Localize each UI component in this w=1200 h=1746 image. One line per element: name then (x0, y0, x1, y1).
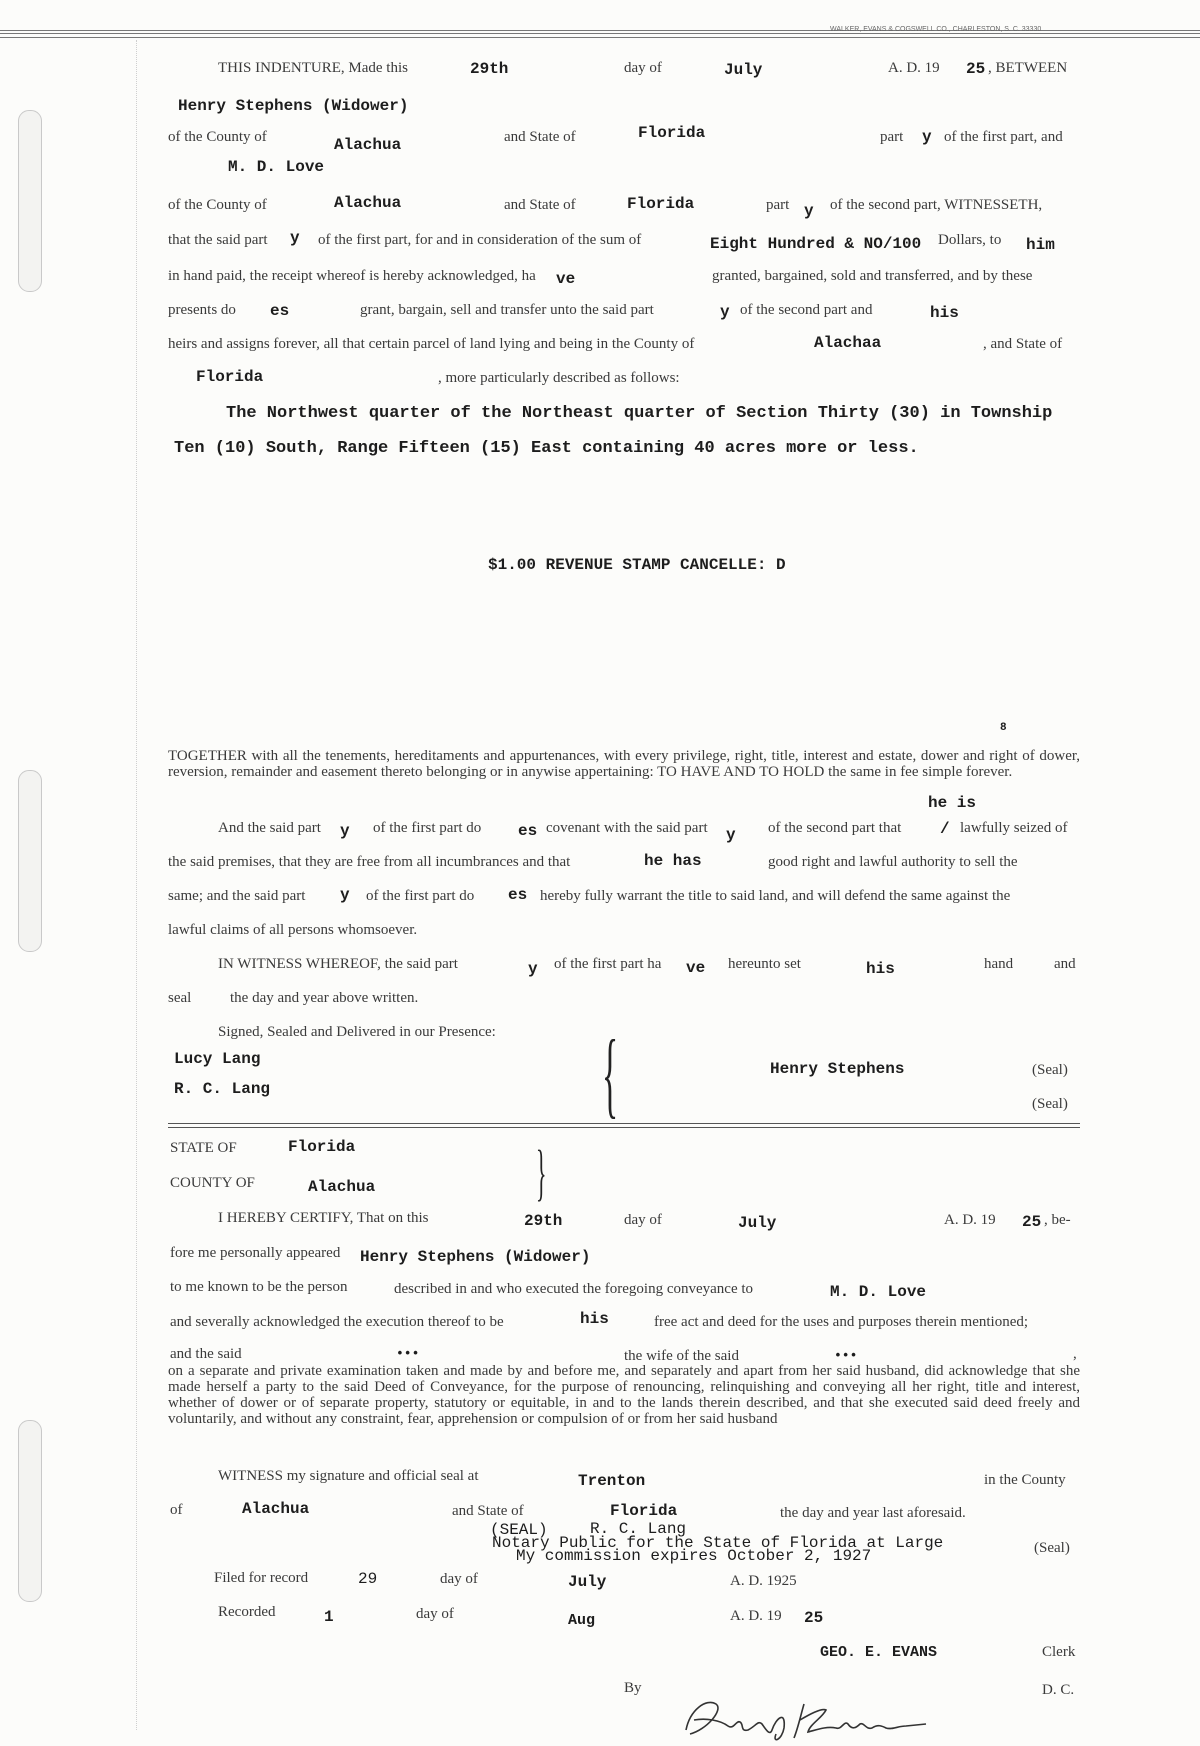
ve-suffix: ve (686, 959, 706, 977)
fore-me: fore me personally appeared (170, 1245, 341, 1261)
deputy-clerk-label: D. C. (1042, 1682, 1075, 1698)
notary-county: Alachua (242, 1500, 310, 1518)
signed-sealed: Signed, Sealed and Delivered in our Presence: (218, 1024, 496, 1040)
filed-ad: A. D. 1925 (730, 1573, 797, 1589)
top-rule-3 (0, 37, 1200, 38)
warrant-text: hereby fully warrant the title to said land, and will defend the same against the (540, 888, 1011, 904)
consideration-text: of the first part, for and in consideration of the sum of (318, 232, 642, 248)
hereunto-set: hereunto set (728, 956, 801, 972)
deputy-clerk-signature (676, 1690, 936, 1746)
clerk-name: GEO. E. EVANS (820, 1644, 938, 1661)
seal-label-2: (Seal) (1032, 1096, 1068, 1112)
section-rule-1 (168, 1123, 1080, 1124)
appeared-name: Henry Stephens (Widower) (360, 1248, 591, 1266)
first-part-do: of the first part do (373, 820, 482, 836)
part-suffix-5: y (340, 822, 350, 840)
part-suffix-1: y (922, 128, 932, 146)
ack-day-of: day of (624, 1212, 662, 1228)
land-county: Alachaa (814, 334, 882, 352)
revenue-stamp-note: $1.00 REVENUE STAMP CANCELLE: D (488, 556, 786, 574)
free-act: free act and deed for the uses and purposes therein mentioned; (654, 1314, 1029, 1330)
legal-description-line-2: Ten (10) South, Range Fifteen (15) East containing 40 acres more or less. (174, 439, 919, 458)
intro-text: THIS INDENTURE, Made this (218, 60, 408, 76)
wife-of: the wife of the said (624, 1348, 739, 1364)
between-label: , BETWEEN (988, 60, 1068, 76)
first-part-do-2: of the first part do (366, 888, 475, 904)
second-part-witnesseth: of the second part, WITNESSETH, (830, 197, 1043, 213)
heirs-text: heirs and assigns forever, all that certain parcel of land lying and being in the County of (168, 336, 695, 352)
of-label: of (170, 1502, 183, 1518)
seal-word: seal (168, 990, 192, 1006)
ack-grantee: M. D. Love (830, 1283, 927, 1301)
notary-name: R. C. Lang (590, 1520, 687, 1538)
county-of-label: COUNTY OF (170, 1175, 255, 1191)
and-label: and (1054, 956, 1076, 972)
ack-ad: A. D. 19 (944, 1212, 996, 1228)
recorded-ad: A. D. 19 (730, 1608, 782, 1624)
land-state: Florida (196, 368, 264, 386)
and-said-part: And the said part (218, 820, 321, 836)
lawful-claims: lawful claims of all persons whomsoever. (168, 922, 418, 938)
covenant-text: covenant with the said part (546, 820, 708, 836)
party2-state: Florida (627, 195, 695, 213)
party2-county: Alachua (334, 194, 402, 212)
witness-1: Lucy Lang (174, 1050, 261, 1068)
county-of-label-2: of the County of (168, 197, 267, 213)
together-paragraph: TOGETHER with all the tenements, hereditaments and appurtenances, with every privilege, right, title, interest and estate, dower and right of dower, reversion, remainder and easement thereto belonging or in anywise appertaining: TO HAVE AND TO HOLD the same in fee simple forever. (168, 748, 1080, 780)
he-is: he is (928, 794, 977, 812)
ack-county: Alachua (308, 1178, 376, 1196)
slash-mark: / (940, 820, 950, 838)
witness-2: R. C. Lang (174, 1080, 271, 1098)
notary-seal-mark: (SEAL) (490, 1521, 548, 1539)
ack-day: 29th (524, 1212, 563, 1230)
described-in: described in and who executed the foregoing conveyance to (394, 1281, 754, 1297)
stray-mark: 8 (1000, 722, 1007, 734)
party1-county: Alachua (334, 136, 402, 154)
heirs-his: his (930, 304, 959, 322)
ack-month: July (738, 1214, 777, 1232)
part-suffix-2: y (804, 202, 814, 220)
notary-commission: My commission expires October 2, 1927 (516, 1547, 872, 1565)
recorded-day-of: day of (416, 1606, 454, 1622)
payee: him (1026, 236, 1055, 254)
part-suffix-4: y (720, 303, 730, 321)
part-suffix-6: y (726, 826, 736, 844)
second-part-and: of the second part and (740, 302, 873, 318)
first-part-and: of the first part, and (944, 129, 1063, 145)
he-has: he has (644, 852, 702, 870)
indenture-day: 29th (470, 60, 509, 78)
witness-his: his (866, 960, 895, 978)
first-part-ha: of the first part ha (554, 956, 662, 972)
part-label-2: part (766, 197, 790, 213)
filed-month: July (568, 1573, 607, 1591)
notary-seal-label: (Seal) (1034, 1540, 1070, 1556)
party1-name: Henry Stephens (Widower) (178, 97, 409, 115)
good-right: good right and lawful authority to sell the (768, 854, 1018, 870)
ha-suffix: ve (556, 270, 576, 288)
and-the-said: and the said (170, 1346, 242, 1362)
section-rule-2 (168, 1127, 1080, 1128)
county-of-label-1: of the County of (168, 129, 267, 145)
consideration-sum: Eight Hundred & NO/100 (710, 235, 922, 253)
recorded-day: 1 (324, 1608, 334, 1626)
described-text: , more particularly described as follows: (438, 370, 680, 386)
party2-name: M. D. Love (228, 158, 325, 176)
legal-description-line-1: The Northwest quarter of the Northeast quarter of Section Thirty (30) in Township (226, 404, 1053, 423)
dots-comma: , (1073, 1346, 1077, 1362)
severally-text: and severally acknowledged the execution thereof to be (170, 1314, 504, 1330)
certify-text: I HEREBY CERTIFY, That on this (218, 1210, 429, 1226)
that-said-part: that the said part (168, 232, 268, 248)
state-of-label-1: and State of (504, 129, 576, 145)
binder-hole-top (18, 110, 42, 292)
day-year-written: the day and year above written. (230, 990, 419, 1006)
party1-state: Florida (638, 124, 706, 142)
wife-paragraph: on a separate and private examination taken and made by and before me, and separately and apart from her said husband, did acknowledge that she made herself a party to the said Deed of Conveyance, for the purpose of renouncing, relinquishing and conveying all her right, title and interest, whether of dower or of separate property, statutory or equitable, in and to the lands therein described, and that she executed said deed freely and voluntarily, and without any constraint, fear, apprehension or compulsion of or from her said husband (168, 1363, 1080, 1427)
by-label: By (624, 1680, 642, 1696)
presents-do: presents do (168, 302, 236, 318)
part-suffix-3: y (290, 229, 300, 247)
day-year-last: the day and year last aforesaid. (780, 1505, 966, 1521)
in-hand-paid: in hand paid, the receipt whereof is hereby acknowledged, ha (168, 268, 536, 284)
part-suffix-8: y (528, 960, 538, 978)
known-to: to me known to be the person (170, 1279, 348, 1295)
notary-title: Notary Public for the State of Florida at Large (492, 1534, 944, 1552)
es-suffix-2: es (508, 886, 528, 904)
notary-state-label: and State of (452, 1503, 524, 1519)
part-label-1: part (880, 129, 904, 145)
dollars-to: Dollars, to (938, 232, 1002, 248)
grant-text: grant, bargain, sell and transfer unto the said part (360, 302, 654, 318)
printer-line: WALKER, EVANS & COGSWELL CO., CHARLESTON, S. C. 33330 (830, 26, 1042, 33)
clerk-label: Clerk (1042, 1644, 1076, 1660)
recorded-label: Recorded (218, 1604, 276, 1620)
filed-day: 29 (358, 1570, 378, 1588)
margin-line (136, 40, 137, 1730)
placeholder-dots-2: ••• (834, 1348, 858, 1363)
signature-brace: { (602, 1020, 619, 1127)
hand-label: hand (984, 956, 1014, 972)
placeholder-dots-1: ••• (396, 1346, 420, 1361)
witness-signature-text: WITNESS my signature and official seal at (218, 1468, 479, 1484)
ack-year: 25 (1022, 1213, 1042, 1231)
do-suffix: es (270, 302, 290, 320)
binder-hole-bottom (18, 1420, 42, 1602)
filed-day-of: day of (440, 1571, 478, 1587)
before-label: , be- (1044, 1212, 1071, 1228)
ad-label: A. D. 19 (888, 60, 940, 76)
lawfully-seized: lawfully seized of (960, 820, 1068, 836)
part-suffix-7: y (340, 886, 350, 904)
recorded-month: Aug (568, 1612, 596, 1629)
premises-text: the said premises, that they are free from all incumbrances and that (168, 854, 571, 870)
state-of-label-2: and State of (504, 197, 576, 213)
state-of-label: STATE OF (170, 1140, 237, 1156)
venue-brace: } (536, 1139, 547, 1207)
seal-label-1: (Seal) (1032, 1062, 1068, 1078)
granted-text: granted, bargained, sold and transferred, and by these (712, 268, 1033, 284)
binder-hole-middle (18, 770, 42, 952)
es-suffix-1: es (518, 822, 538, 840)
in-the-county: in the County (984, 1472, 1066, 1488)
in-witness: IN WITNESS WHEREOF, the said part (218, 956, 458, 972)
indenture-year: 25 (966, 60, 986, 78)
notary-state: Florida (610, 1502, 678, 1520)
filed-for-record: Filed for record (214, 1570, 309, 1586)
grantor-signature: Henry Stephens (770, 1060, 905, 1078)
same-and: same; and the said part (168, 888, 306, 904)
ack-state: Florida (288, 1138, 356, 1156)
second-part-that: of the second part that (768, 820, 902, 836)
notary-place: Trenton (578, 1472, 646, 1490)
day-of-label: day of (624, 60, 662, 76)
top-rule-2 (0, 33, 1200, 34)
indenture-month: July (724, 61, 763, 79)
and-state-of-comma: , and State of (983, 336, 1063, 352)
recorded-year: 25 (804, 1609, 824, 1627)
ack-his: his (580, 1310, 609, 1328)
